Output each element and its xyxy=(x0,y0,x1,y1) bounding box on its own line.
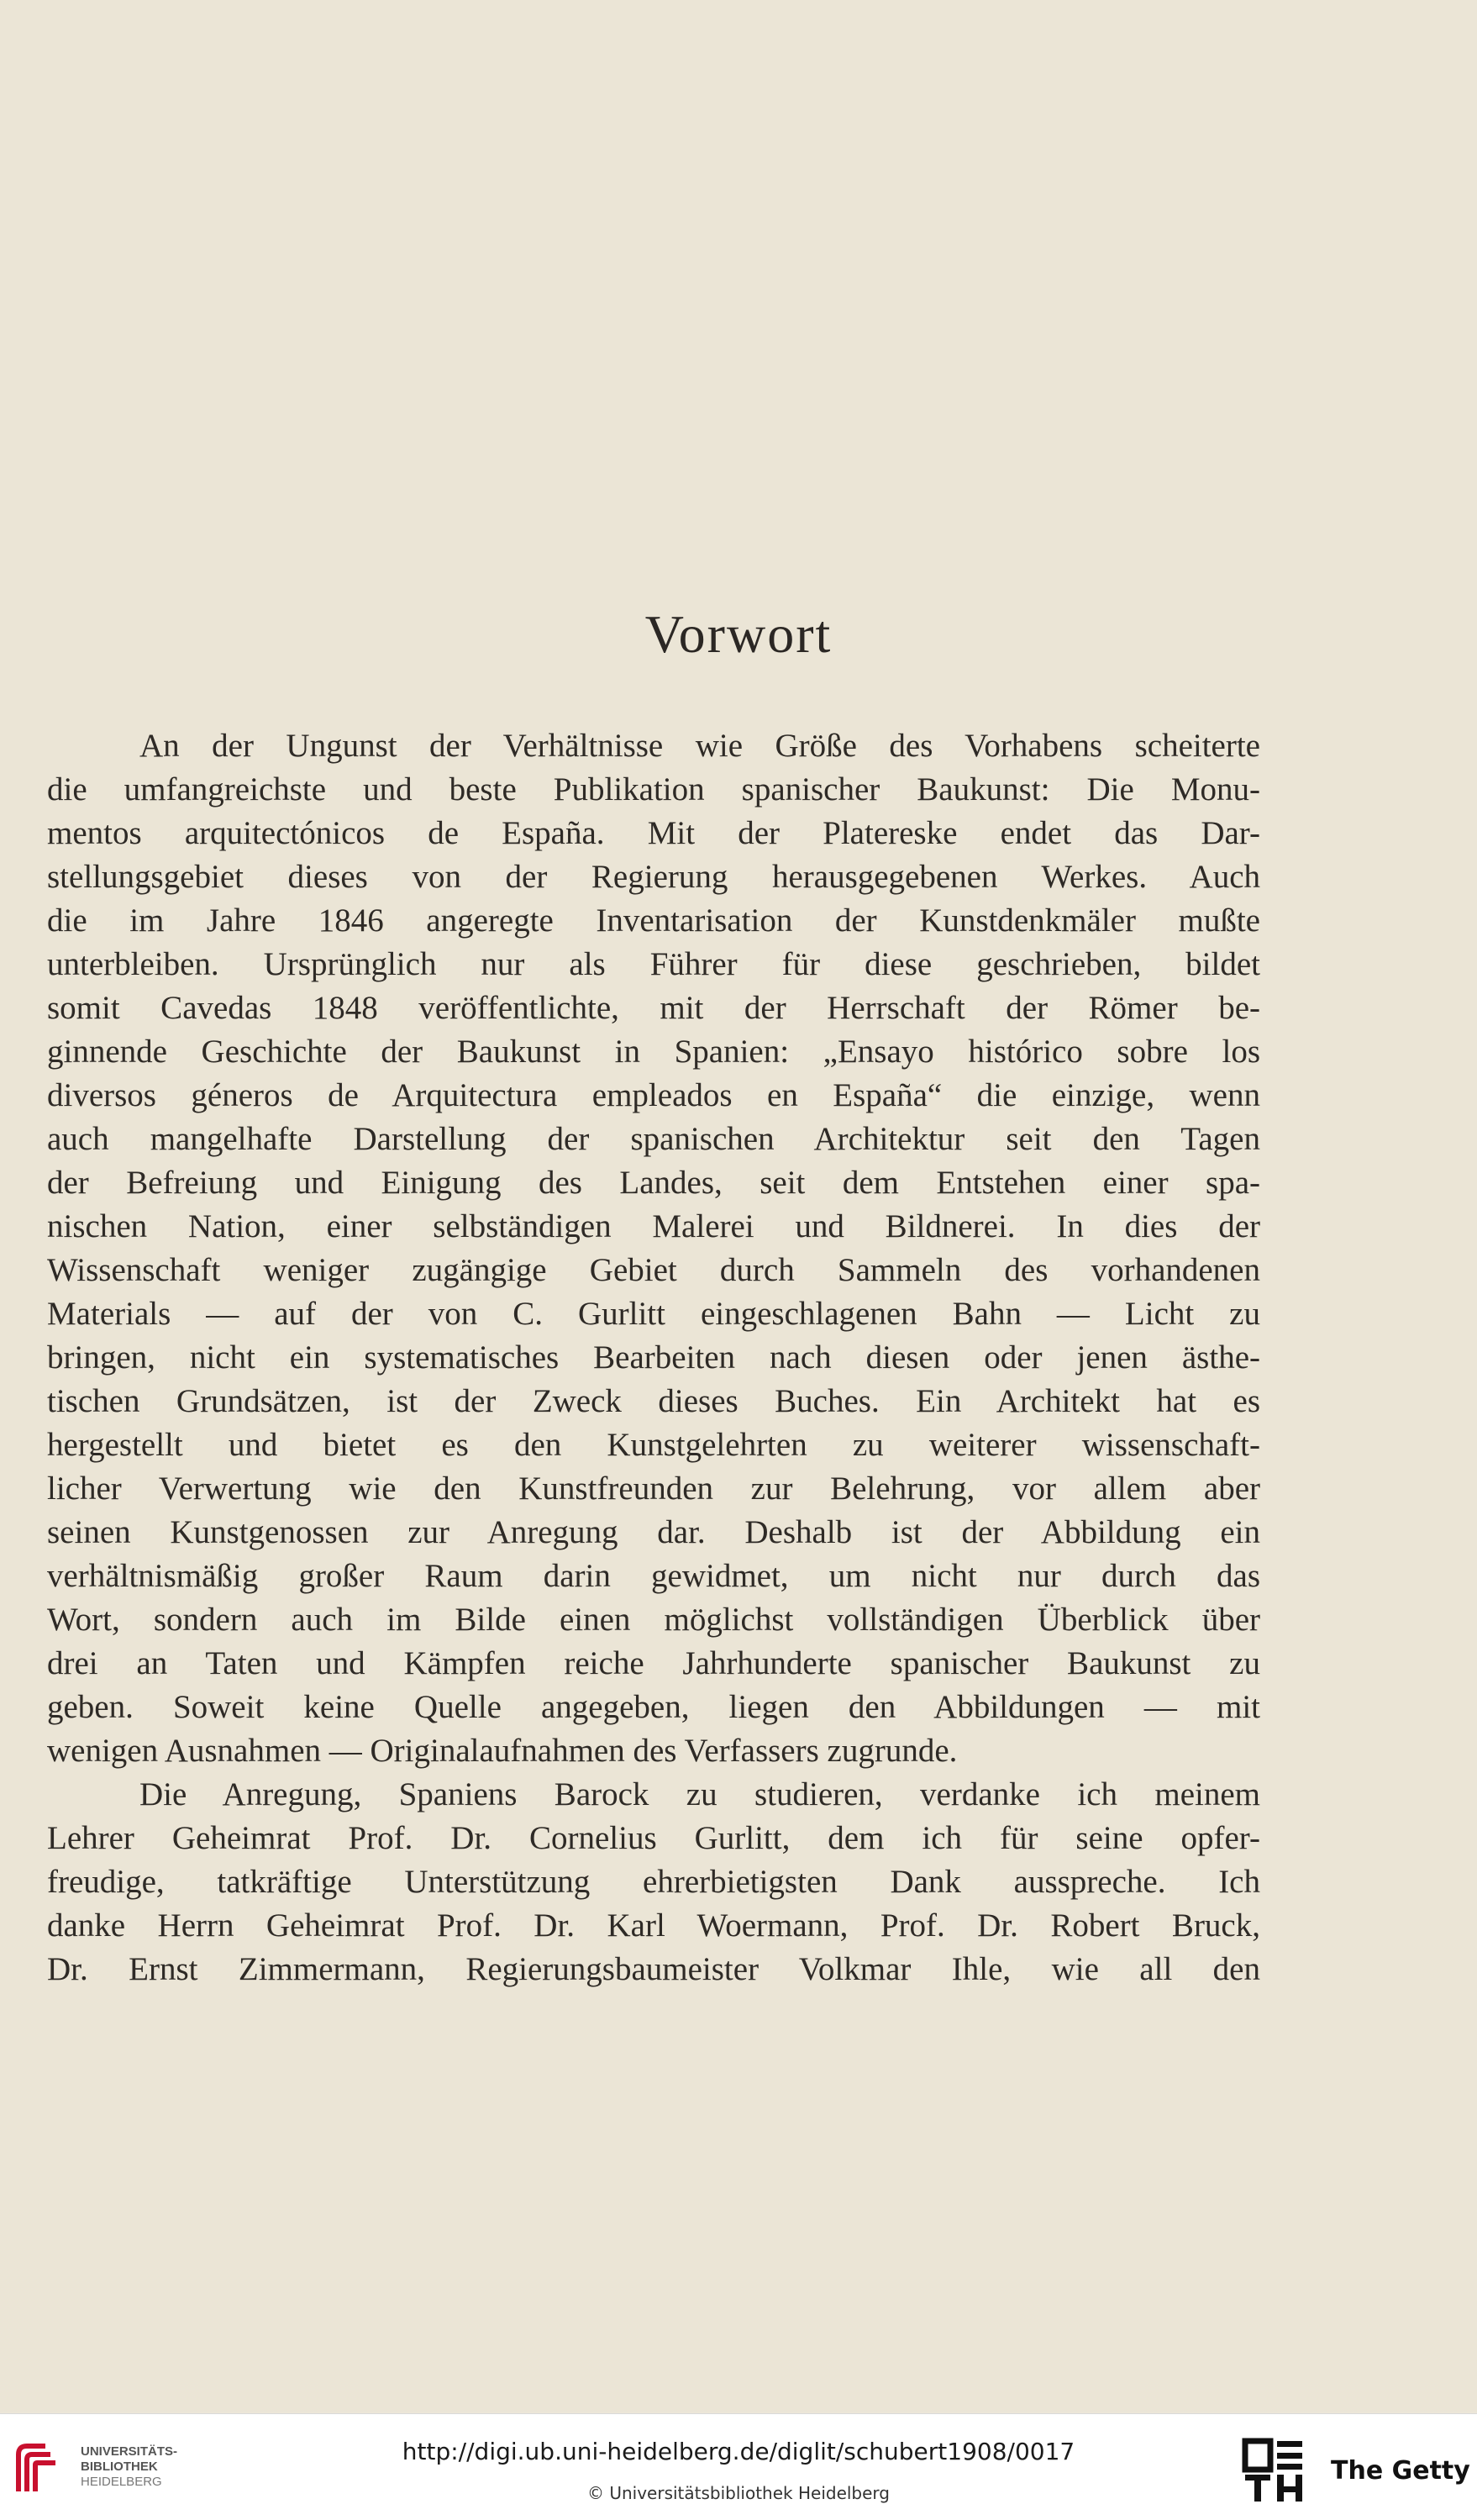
text-line: Materials — auf der von C. Gurlitt eingeschlagenen Bahn — Licht zu xyxy=(47,1296,1260,1332)
page-title: Vorwort xyxy=(644,604,833,664)
text-line: nischen Nation, einer selbständigen Malerei und Bildnerei. In dies der xyxy=(47,1208,1260,1244)
getty-logo-icon xyxy=(1242,2438,1306,2505)
text-line: die im Jahre 1846 angeregte Inventarisation der Kunstdenkmäler mußte xyxy=(47,902,1260,939)
text-line: An der Ungunst der Verhältnisse wie Größe des Vorhabens scheiterte xyxy=(139,728,1260,764)
getty-name: The Getty xyxy=(1331,2456,1470,2486)
body-text xyxy=(47,724,1260,1991)
text-line: ginnende Geschichte der Baukunst in Spanien: „Ensayo histórico sobre los xyxy=(47,1034,1260,1070)
text-line: licher Verwertung wie den Kunstfreunden zur Belehrung, vor allem aber xyxy=(47,1470,1260,1507)
text-line: tischen Grundsätzen, ist der Zweck dieses Buches. Ein Architekt hat es xyxy=(47,1383,1260,1419)
text-line: bringen, nicht ein systematisches Bearbeiten nach diesen oder jenen ästhe- xyxy=(47,1339,1260,1376)
viewer-footer xyxy=(0,2413,1477,2520)
text-line: Wissenschaft weniger zugängige Gebiet durch Sammeln des vorhandenen xyxy=(47,1252,1260,1288)
copyright-notice: © Universitätsbibliothek Heidelberg xyxy=(586,2483,890,2503)
text-line: somit Cavedas 1848 veröffentlichte, mit der Herrschaft der Römer be- xyxy=(47,990,1260,1026)
text-line: Wort, sondern auch im Bilde einen möglichst vollständigen Überblick über xyxy=(47,1602,1260,1638)
text-line: stellungsgebiet dieses von der Regierung herausgegebenen Werkes. Auch xyxy=(47,859,1260,895)
text-line: der Befreiung und Einigung des Landes, seit dem Entstehen einer spa- xyxy=(47,1165,1260,1201)
library-name-line: UNIVERSITÄTS- xyxy=(81,2444,178,2459)
text-line: freudige, tatkräftige Unterstützung ehrerbietigsten Dank ausspreche. Ich xyxy=(47,1864,1260,1900)
text-line: hergestellt und bietet es den Kunstgelehrten zu weiterer wissenschaft- xyxy=(47,1427,1260,1463)
library-name-line: BIBLIOTHEK xyxy=(81,2459,158,2474)
text-line: Die Anregung, Spaniens Barock zu studieren, verdanke ich meinem xyxy=(139,1776,1260,1812)
text-line: geben. Soweit keine Quelle angegeben, liegen den Abbildungen — mit xyxy=(47,1689,1260,1725)
text-line: die umfangreichste und beste Publikation spanischer Baukunst: Die Monu- xyxy=(47,771,1260,808)
text-line: seinen Kunstgenossen zur Anregung dar. Deshalb ist der Abbildung ein xyxy=(47,1514,1260,1550)
text-line: auch mangelhafte Darstellung der spanischen Architektur seit den Tagen xyxy=(47,1121,1260,1157)
text-line: wenigen Ausnahmen — Originalaufnahmen des Verfassers zugrunde. xyxy=(47,1733,958,1769)
text-line: verhältnismäßig großer Raum darin gewidmet, um nicht nur durch das xyxy=(47,1558,1260,1594)
text-line: danke Herrn Geheimrat Prof. Dr. Karl Woermann, Prof. Dr. Robert Bruck, xyxy=(47,1907,1260,1944)
text-line: Dr. Ernst Zimmermann, Regierungsbaumeister Volkmar Ihle, wie all den xyxy=(47,1951,1260,1987)
library-name-line: HEIDELBERG xyxy=(81,2475,162,2489)
text-line: diversos géneros de Arquitectura empleados en España“ die einzige, wenn xyxy=(47,1077,1260,1113)
text-line: unterbleiben. Ursprünglich nur als Führer für diese geschrieben, bildet xyxy=(47,946,1260,982)
text-line: drei an Taten und Kämpfen reiche Jahrhunderte spanischer Baukunst zu xyxy=(47,1645,1260,1681)
permalink[interactable]: http://digi.ub.uni-heidelberg.de/diglit/schubert1908/0017 xyxy=(402,2438,1075,2465)
text-line: Lehrer Geheimrat Prof. Dr. Cornelius Gurlitt, dem ich für seine opfer- xyxy=(47,1820,1260,1856)
text-line: mentos arquitectónicos de España. Mit der Platereske endet das Dar- xyxy=(47,815,1260,851)
